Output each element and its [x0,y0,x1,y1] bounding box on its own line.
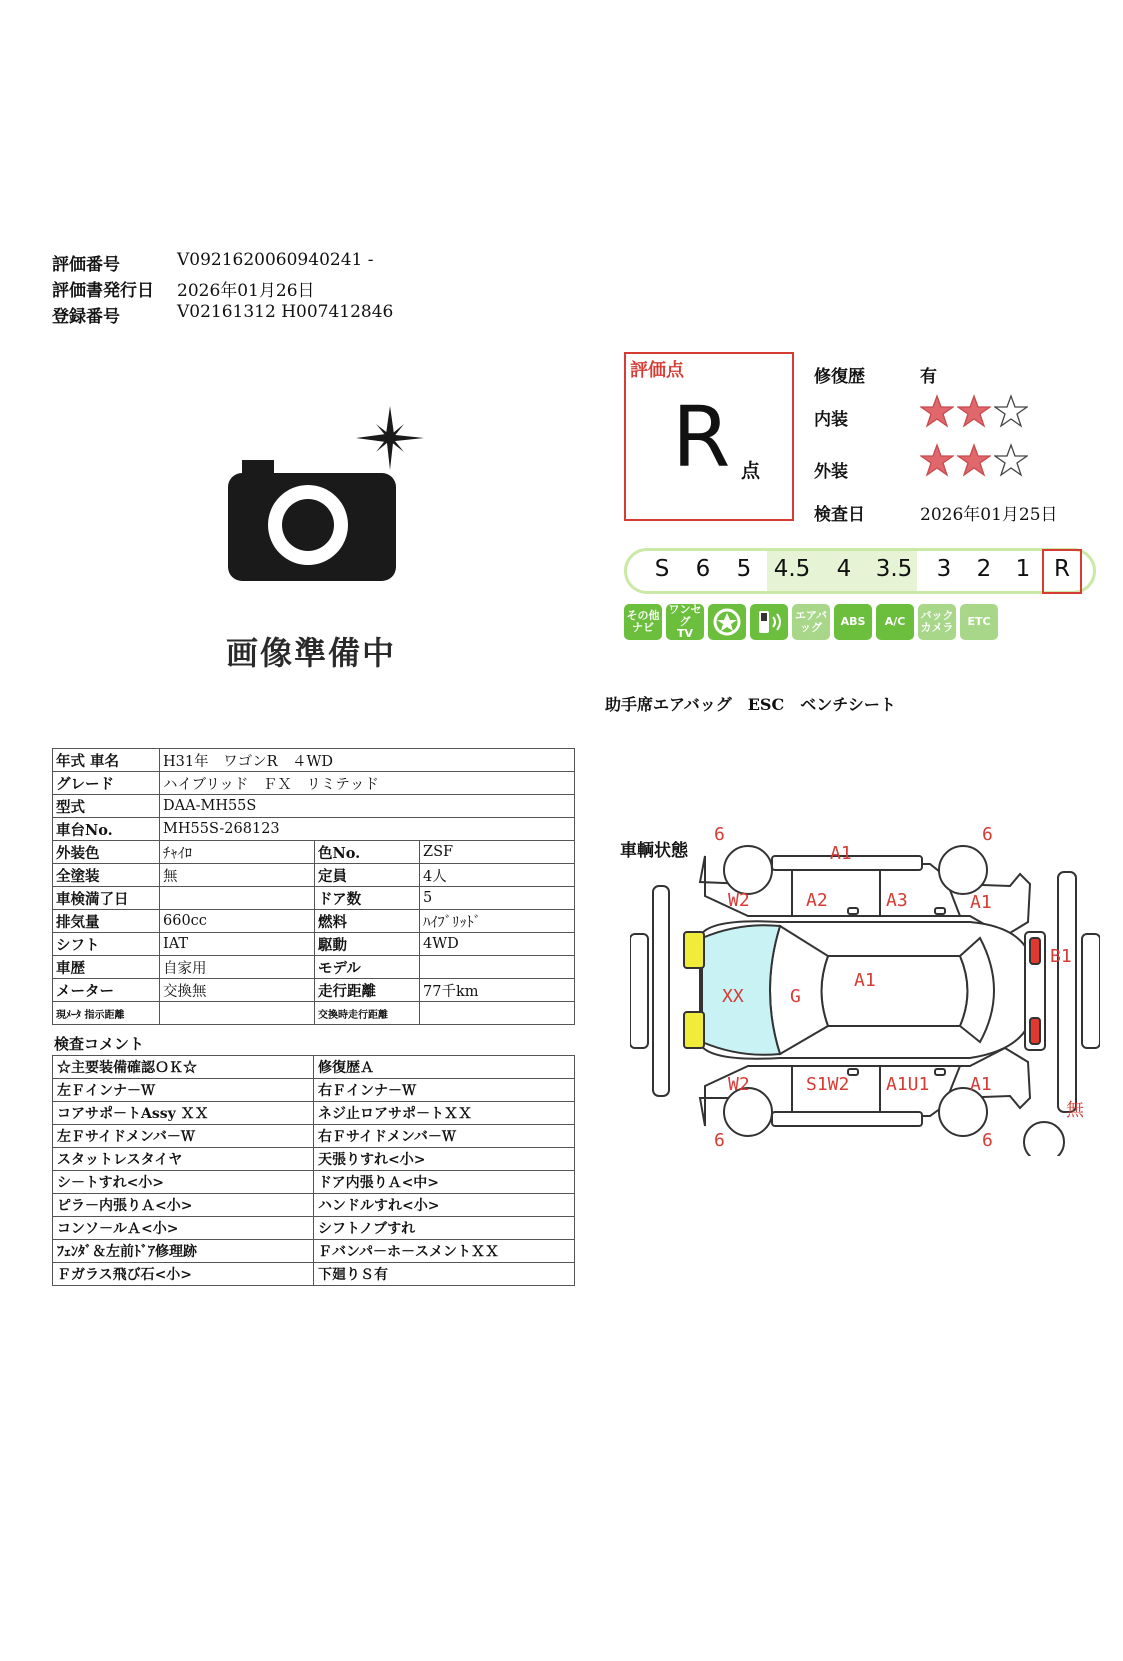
color-number-value: ZSF [420,841,575,864]
back-camera-icon: バック カメラ [918,604,956,640]
color-number-label: 色No. [315,841,420,864]
model-code-value: DAA-MH55S [160,795,575,818]
mark-right-quarter: A1 [970,1074,992,1095]
table-row [53,1148,575,1171]
comment-cell: ネジ止ロアサポ－トＸＸ [314,1102,575,1125]
repair-history-label: 修復歴 [814,367,865,387]
camera-icon [220,405,425,600]
inspection-date-label: 検査日 [814,505,865,525]
score-title: 評価点 [630,360,684,381]
shaken-expiry-label: 車検満了日 [53,887,160,910]
options-text: 助手席エアバッグ ESC ベンチシート [605,695,896,714]
inspection-comments-title: 検査コメント [54,1035,145,1053]
alloy-wheel-icon [708,604,746,640]
doors-label: ドア数 [315,887,420,910]
exchange-mileage-label: 交換時走行距離 [315,1002,420,1025]
vehicle-history-value: 自家用 [160,956,315,979]
repair-history-value: 有 [920,367,937,387]
comment-cell: ☆主要装備確認ＯＫ☆ [53,1056,314,1079]
table-row [53,1056,575,1079]
doors-value: 5 [420,887,575,910]
scale-item: 4.5 [773,556,811,582]
table-row [53,1240,575,1263]
mark-tire-fr: 6 [714,1130,725,1151]
scale-item: 4 [836,556,852,582]
front-right-lamp [684,1012,704,1048]
scale-item: R [1054,556,1070,582]
abs-icon: ABS [834,604,872,640]
spare-tire [1024,1122,1064,1156]
navi-icon: その他 ナビ [624,604,662,640]
issue-date-label: 評価書発行日 [52,281,154,301]
meter-display-label: 現ﾒｰﾀ 指示距離 [53,1002,160,1025]
shift-value: IAT [160,933,315,956]
exterior-stars [920,443,1028,477]
smart-key-icon [750,604,788,640]
comment-cell: スタットレスタイヤ [53,1148,314,1171]
year-name-label: 年式 車名 [53,749,160,772]
drive-label: 駆動 [315,933,420,956]
mark-hood: XX [722,986,744,1007]
scale-item: S [654,556,670,582]
model-year-label: モデル [315,956,420,979]
mileage-label: 走行距離 [315,979,420,1002]
table-row [53,1171,575,1194]
mark-rear-bumper: B1 [1050,946,1072,967]
star-filled-icon [957,443,991,477]
appraisal-number-label: 評価番号 [52,255,120,275]
interior-stars [920,394,1028,428]
full-paint-label: 全塗装 [53,864,160,887]
comment-cell: 左Ｆサイドメンバ－Ｗ [53,1125,314,1148]
spec-table [52,748,575,1025]
mark-roof-top: A1 [830,843,852,864]
comment-cell: 右Ｆサイドメンバ－Ｗ [314,1125,575,1148]
photo-placeholder-text: 画像準備中 [226,634,397,672]
star-empty-icon [994,394,1028,428]
model-code-label: 型式 [53,795,160,818]
shaken-expiry-value [160,887,315,910]
exterior-label: 外装 [814,462,848,482]
chassis-number-value: MH55S-268123 [160,818,575,841]
comment-cell: Ｆガラス飛び石<小> [53,1263,314,1286]
table-row [53,1194,575,1217]
vehicle-history-label: 車歴 [53,956,160,979]
mark-right-front-door: S1W2 [806,1074,850,1095]
front-left-lamp [684,932,704,968]
scale-item: 3.5 [875,556,913,582]
star-empty-icon [994,443,1028,477]
displacement-value: 660cc [160,910,315,933]
ac-icon: A/C [876,604,914,640]
mark-tire-rr: 6 [982,1130,993,1151]
comment-cell: ドア内張りＡ<中> [314,1171,575,1194]
scale-item: 1 [1015,556,1031,582]
comment-cell: 修復歴Ａ [314,1056,575,1079]
appraisal-number-value: V0921620060940241 - [177,250,374,270]
rear-left-lamp [1030,938,1040,964]
airbag-icon: エアバッグ [792,604,830,640]
comment-cell: ハンドルすれ<小> [314,1194,575,1217]
meter-display-value [160,1002,315,1025]
model-year-value [420,956,575,979]
score-unit: 点 [741,460,761,482]
year-name-value: H31年 ワゴンR ４WD [160,749,575,772]
star-filled-icon [920,443,954,477]
issue-date-row [52,276,315,301]
comment-cell: シ－トすれ<小> [53,1171,314,1194]
star-filled-icon [920,394,954,428]
displacement-label: 排気量 [53,910,160,933]
interior-label: 内装 [814,410,848,430]
appraisal-number-row [52,250,373,275]
mark-right-fender: W2 [728,1074,750,1095]
comment-cell: 右Ｆインナ－Ｗ [314,1079,575,1102]
table-row [53,1125,575,1148]
mark-right-rear-door: A1U1 [886,1074,930,1095]
exterior-color-label: 外装色 [53,841,160,864]
issue-date-value: 2026年01月26日 [177,281,315,301]
registration-number-label: 登録番号 [52,307,120,327]
drive-value: 4WD [420,933,575,956]
exterior-color-value: ﾁｬｲﾛ [160,841,315,864]
grade-value: ハイブリッド ＦＸ リミテッド [160,772,575,795]
registration-number-row [52,302,393,327]
inspection-date-value: 2026年01月25日 [920,505,1058,525]
chassis-number-label: 車台No. [53,818,160,841]
capacity-label: 定員 [315,864,420,887]
inspection-comments-table [52,1055,575,1286]
mark-left-quarter: A1 [970,892,992,913]
comment-cell: ピラ－内張りＡ<小> [53,1194,314,1217]
grade-label: グレード [53,772,160,795]
vehicle-condition-diagram [630,826,1100,1156]
mark-left-front-door: A2 [806,890,828,911]
capacity-value: 4人 [420,864,575,887]
comment-cell: コアサポ－トAssy ＸＸ [53,1102,314,1125]
mark-spare: 無 [1066,1100,1084,1121]
fuel-value: ﾊｲﾌﾞﾘｯﾄﾞ [420,910,575,933]
scale-item: 5 [736,556,752,582]
tire-rear-right [939,1088,987,1136]
mark-roof: A1 [854,970,876,991]
comment-cell: ﾌｪﾝﾀﾞ＆左前ﾄﾞｱ修理跡 [53,1240,314,1263]
meter-value: 交換無 [160,979,315,1002]
comment-cell: 下廻りＳ有 [314,1263,575,1286]
scale-item: 2 [976,556,992,582]
fuel-label: 燃料 [315,910,420,933]
vehicle-condition-title: 車輌状態 [620,841,688,861]
table-row [53,1102,575,1125]
scale-item: 6 [695,556,711,582]
rear-right-lamp [1030,1018,1040,1044]
table-row [53,1079,575,1102]
shift-label: シフト [53,933,160,956]
table-row [53,1217,575,1240]
mileage-value: 77千km [420,979,575,1002]
comment-cell: シフトノブすれ [314,1217,575,1240]
mark-left-rear-door: A3 [886,890,908,911]
etc-icon: ETC [960,604,998,640]
score-value: R [672,388,731,486]
full-paint-value: 無 [160,864,315,887]
star-filled-icon [957,394,991,428]
comment-cell: Ｆバンパ－ホ－スメントＸＸ [314,1240,575,1263]
mark-windshield: G [790,986,801,1007]
meter-label: メーター [53,979,160,1002]
mark-tire-fl: 6 [714,826,725,845]
tv-icon: ワンセグ TV [666,604,704,640]
tire-front-right [724,1088,772,1136]
comment-cell: 天張りすれ<小> [314,1148,575,1171]
tire-rear-left [939,846,987,894]
scale-item: 3 [936,556,952,582]
roof [822,956,968,1026]
table-row [53,1263,575,1286]
exchange-mileage-value [420,1002,575,1025]
registration-number-value: V02161312 H007412846 [177,302,394,322]
scale-selected-marker [1042,549,1082,594]
tire-front-left [724,846,772,894]
comment-cell: コンソ－ルＡ<小> [53,1217,314,1240]
mark-left-fender: W2 [728,890,750,911]
comment-cell: 左Ｆインナ－Ｗ [53,1079,314,1102]
mark-tire-rl: 6 [982,826,993,845]
